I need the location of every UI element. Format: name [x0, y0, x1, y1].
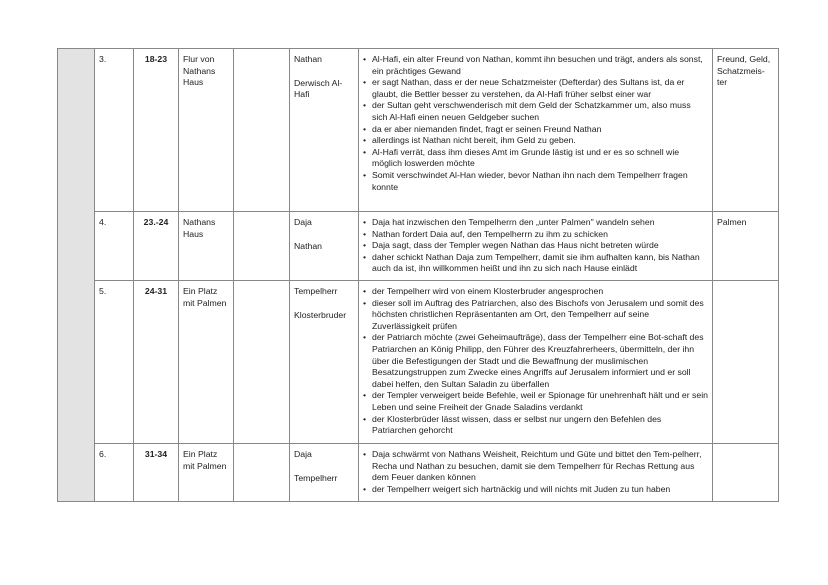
- line-range: 24-31: [134, 280, 179, 443]
- scene-characters: [290, 280, 359, 443]
- scene-keywords: [713, 280, 779, 443]
- scene-place: Ein Platz mit Palmen: [179, 443, 234, 501]
- summary-point: • allerdings ist Nathan nicht bereit, ihm Geld zu geben.: [363, 135, 708, 147]
- summary-point: • er sagt Nathan, dass er der neue Schatzmeister (Defterdar) des Sultans ist, da er glaubt, die Bettler besser zu verstehen, da Al-Hafi früher selbst einer war: [363, 77, 708, 100]
- table-row: [58, 212, 779, 281]
- character: Derwisch Al-Hafi: [294, 77, 343, 100]
- character: Daja: [294, 217, 312, 227]
- table-row: [58, 443, 779, 501]
- side-margin-bar: [58, 49, 95, 502]
- summary-point: • Daja sagt, dass der Templer wegen Nathan das Haus nicht betreten würde: [363, 240, 708, 252]
- summary-point: • daher schickt Nathan Daja zum Tempelherr, damit sie ihm aufhalten kann, bis Nathan auch da ist, ihn willkommen heißt und ihn zu sich nach Hause einlädt: [363, 252, 708, 275]
- summary-point: • der Tempelherr wird von einem Klosterbruder angesprochen: [363, 286, 708, 298]
- empty-cell: [234, 49, 290, 212]
- scene-place: Nathans Haus: [179, 212, 234, 281]
- summary-point: • dieser soll im Auftrag des Patriarchen, also des Bischofs von Jerusalem und somit des höchsten christlichen Repräsentanten am Ort, den Tempelherr auf seine Zuverlässigkeit prüfen: [363, 298, 708, 333]
- scene-characters: [290, 443, 359, 501]
- line-range: 23.-24: [134, 212, 179, 281]
- summary-point: • Daja schwärmt von Nathans Weisheit, Reichtum und Güte und bittet den Tem-pelherr, Recha und Nathan zu besuchen, damit sie dem Tempelherr für Rechas Rettung aus dem Feuer danken können: [363, 449, 708, 484]
- summary-point: • der Templer verweigert beide Befehle, weil er Spionage für unehrenhaft hält und er sein Leben und seine Freiheit der Gnade Saladins verdankt: [363, 390, 708, 413]
- character: Daja: [294, 448, 312, 459]
- summary-point: • der Patriarch möchte (zwei Geheimaufträge), dass der Tempelherr eine Bot-schaft des Patriarchen an König Philipp, den Führer des Kreuzfahrerheers, übermitteln, der ihn über die Befestigungen der Stadt und die Bewaffnung der muslimischen Besatzungstruppen zum Zwecke eines Angriffs auf Jerusalem informiert und er soll dabei helfen, den Sultan Saladin zu überfallen: [363, 332, 708, 390]
- scene-number: 4.: [95, 212, 134, 281]
- character: Klosterbruder: [294, 309, 347, 320]
- scene-summary: [359, 212, 713, 281]
- table-row: [58, 49, 779, 212]
- scene-summary: [359, 49, 713, 212]
- scene-keywords: [713, 443, 779, 501]
- summary-point: • Nathan fordert Daia auf, den Tempelherrn zu ihm zu schicken: [363, 229, 708, 241]
- scene-place: Ein Platz mit Palmen: [179, 280, 234, 443]
- scene-keywords: Palmen: [713, 212, 779, 281]
- summary-point: • Daja hat inzwischen den Tempelherrn den „unter Palmen" wandeln sehen: [363, 217, 708, 229]
- scene-number: 5.: [95, 280, 134, 443]
- line-range: 18-23: [134, 49, 179, 212]
- scene-characters: [290, 49, 359, 212]
- scene-number: 6.: [95, 443, 134, 501]
- empty-cell: [234, 443, 290, 501]
- scene-summary: [359, 443, 713, 501]
- summary-point: • Al-Hafi, ein alter Freund von Nathan, kommt ihn besuchen und trägt, anders als sonst, ein prächtiges Gewand: [363, 54, 708, 77]
- empty-cell: [234, 280, 290, 443]
- summary-point: • der Tempelherr weigert sich hartnäckig und will nichts mit Juden zu tun haben: [363, 484, 708, 496]
- scene-keywords: Freund, Geld, Schatzmeis-ter: [713, 49, 779, 212]
- table-row: [58, 280, 779, 443]
- scene-summary: [359, 280, 713, 443]
- character: Nathan: [294, 54, 323, 64]
- character: Tempelherr: [294, 285, 338, 296]
- character: Nathan: [294, 240, 323, 251]
- character: Tempelherr: [294, 472, 338, 483]
- summary-point: • Somit verschwindet Al-Han wieder, bevor Nathan ihn nach dem Tempelherr fragen konnte: [363, 170, 708, 193]
- scene-place: Flur von Nathans Haus: [179, 49, 234, 212]
- summary-point: • der Sultan geht verschwenderisch mit dem Geld der Schatzkammer um, also muss sich Al-Hafi einen neuen Geldgeber suchen: [363, 100, 708, 123]
- summary-point: • da er aber niemanden findet, fragt er seinen Freund Nathan: [363, 124, 708, 136]
- summary-point: • Al-Hafi verrät, dass ihm dieses Amt im Grunde lästig ist und er es so schnell wie möglich loswerden möchte: [363, 147, 708, 170]
- scene-table: [57, 48, 779, 502]
- empty-cell: [234, 212, 290, 281]
- scene-number: 3.: [95, 49, 134, 212]
- summary-point: • der Klosterbrüder lässt wissen, dass er selbst nur ungern den Befehlen des Patriarchen gehorcht: [363, 414, 708, 437]
- line-range: 31-34: [134, 443, 179, 501]
- scene-characters: [290, 212, 359, 281]
